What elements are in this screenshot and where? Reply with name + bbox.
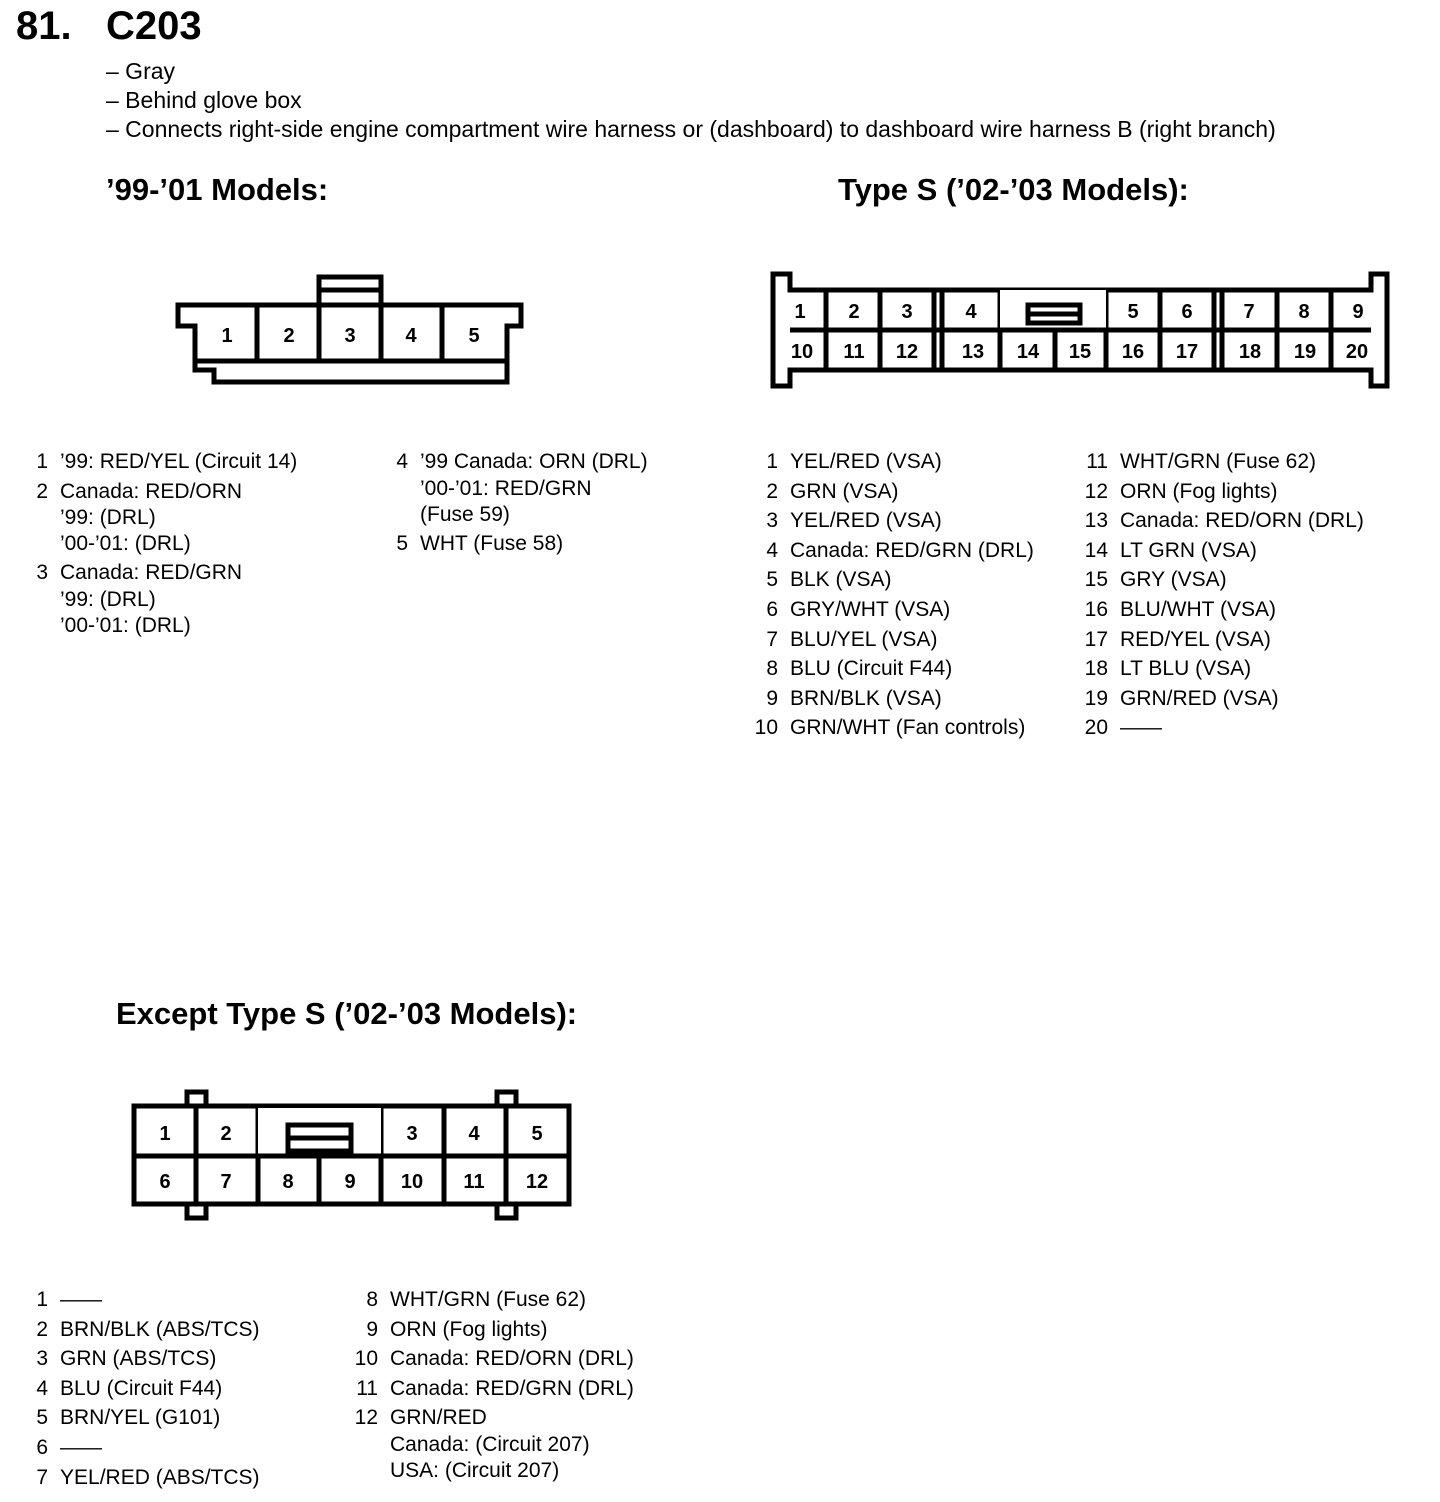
pin-number: 10 (354, 1347, 378, 1371)
pin-description: —— (60, 1436, 102, 1459)
pin-label: 9 (1352, 301, 1364, 323)
pin-number: 1 (36, 1288, 48, 1311)
pin-description-detail: (Fuse 59) (420, 502, 510, 526)
pin-description: BRN/BLK (ABS/TCS) (60, 1317, 260, 1341)
pin-description: Canada: RED/ORN (60, 479, 243, 503)
pin-number: 18 (1084, 657, 1108, 681)
pin-label: 15 (1068, 341, 1092, 363)
pin-number: 17 (1084, 627, 1108, 651)
pin-label: 13 (961, 341, 985, 363)
pin-description: GRN (ABS/TCS) (60, 1347, 217, 1371)
pin-description: BLU/YEL (VSA) (790, 627, 938, 651)
pin-label: 2 (220, 1123, 232, 1145)
pin-number: 5 (36, 1406, 48, 1430)
pin-description-detail: ’99: (DRL) (60, 506, 156, 530)
pin-label: 16 (1121, 341, 1145, 363)
pin-label: 18 (1238, 341, 1262, 363)
pin-description: BLU (Circuit F44) (60, 1376, 223, 1400)
pin-label: 11 (843, 341, 865, 363)
pin-description: ’99 Canada: ORN (DRL) (420, 450, 648, 473)
pin-label: 2 (848, 301, 860, 323)
pin-label: 6 (159, 1171, 171, 1193)
pin-label: 4 (405, 325, 417, 347)
pin-description: LT GRN (VSA) (1120, 538, 1257, 562)
pin-number: 9 (766, 686, 778, 710)
connector-type-s (773, 274, 1387, 386)
pin-label: 12 (525, 1171, 549, 1193)
pin-description: —— (60, 1288, 102, 1311)
pin-number: 3 (766, 509, 778, 533)
pin-label: 8 (282, 1171, 294, 1193)
pin-description: GRY/WHT (VSA) (790, 598, 951, 621)
pin-description: BRN/YEL (G101) (60, 1406, 221, 1430)
pin-description-detail: Canada: (Circuit 207) (390, 1432, 590, 1456)
pin-description: ORN (Fog lights) (1120, 479, 1278, 503)
pin-description: GRN/RED (390, 1406, 487, 1430)
pin-number: 9 (366, 1317, 378, 1341)
connector-except-type-s (134, 1092, 569, 1218)
pin-number: 1 (766, 450, 778, 473)
pin-label: 19 (1293, 341, 1317, 363)
pin-description-detail: USA: (Circuit 207) (390, 1458, 560, 1482)
pin-label: 5 (468, 325, 480, 347)
pin-label: 8 (1298, 301, 1310, 323)
connector-title: C203 (106, 4, 202, 48)
pin-number: 3 (36, 1347, 48, 1371)
pin-description: YEL/RED (ABS/TCS) (60, 1465, 260, 1489)
pin-number: 16 (1084, 598, 1108, 621)
pin-number: 3 (36, 561, 48, 585)
pin-description: GRN/RED (VSA) (1120, 686, 1279, 710)
pin-label: 14 (1016, 341, 1040, 363)
pin-number: 6 (766, 598, 778, 621)
pin-label: 3 (344, 325, 356, 347)
pin-label: 10 (400, 1171, 424, 1193)
pin-number: 4 (766, 538, 778, 562)
pin-label: 7 (1243, 301, 1255, 323)
pin-number: 12 (1084, 479, 1108, 503)
pin-description: BLU/WHT (VSA) (1120, 598, 1276, 621)
pin-label: 3 (901, 301, 913, 323)
pin-description: WHT/GRN (Fuse 62) (390, 1288, 587, 1311)
pin-number: 2 (36, 1317, 48, 1341)
pin-number: 14 (1084, 538, 1108, 562)
pin-description: GRN (VSA) (790, 479, 899, 503)
pin-number: 2 (36, 479, 48, 503)
pin-number: 15 (1084, 568, 1108, 592)
pin-description: YEL/RED (VSA) (790, 450, 942, 473)
pin-description: —— (1120, 716, 1162, 740)
pin-label: 1 (159, 1123, 171, 1145)
pin-number: 7 (36, 1465, 48, 1489)
pin-description: WHT/GRN (Fuse 62) (1120, 450, 1317, 473)
pin-description: LT BLU (VSA) (1120, 657, 1252, 681)
pin-description: BRN/BLK (VSA) (790, 686, 942, 710)
pin-description-detail: ’99: (DRL) (60, 587, 156, 611)
pin-description-detail: ’00-’01: (DRL) (60, 613, 191, 637)
pin-label: 9 (344, 1171, 356, 1193)
pin-number: 4 (36, 1376, 48, 1400)
pin-description: ’99: RED/YEL (Circuit 14) (60, 450, 298, 473)
pin-description: GRN/WHT (Fan controls) (790, 716, 1026, 740)
pin-label: 6 (1181, 301, 1193, 323)
pin-description: Canada: RED/GRN (60, 561, 243, 585)
pin-description: GRY (VSA) (1120, 568, 1227, 592)
pin-label: 3 (406, 1123, 418, 1145)
pin-number: 19 (1084, 686, 1108, 710)
pin-number: 1 (36, 450, 48, 473)
pin-description: WHT (Fuse 58) (420, 531, 564, 555)
pin-number: 8 (766, 657, 778, 681)
pin-label: 5 (1127, 301, 1139, 323)
pin-description: BLK (VSA) (790, 568, 892, 592)
pin-label: 4 (468, 1123, 480, 1145)
pin-number: 2 (766, 479, 778, 503)
pin-label: 1 (794, 301, 806, 323)
pin-description-detail: ’00-’01: (DRL) (60, 532, 191, 556)
pin-number: 10 (754, 716, 778, 740)
pin-label: 12 (895, 341, 919, 363)
pin-label: 4 (965, 301, 977, 323)
pin-number: 13 (1084, 509, 1108, 533)
section-title-type-s: Type S (’02-’03 Models): (838, 172, 1189, 207)
pin-description: YEL/RED (VSA) (790, 509, 942, 533)
pin-description: Canada: RED/GRN (DRL) (390, 1376, 634, 1400)
pin-number: 8 (366, 1288, 378, 1311)
section-title-except-type-s: Except Type S (’02-’03 Models): (116, 996, 578, 1031)
pin-number: 11 (1086, 450, 1108, 473)
pin-label: 7 (220, 1171, 232, 1193)
pin-label: 5 (531, 1123, 543, 1145)
pin-description: ORN (Fog lights) (390, 1317, 548, 1341)
pin-label: 10 (790, 341, 814, 363)
connection-note: – Connects right-side engine compartment wire harness or (dashboard) to dashboard wire harness B (right branch) (106, 116, 1276, 142)
pin-number: 6 (36, 1436, 48, 1459)
pin-description-detail: ’00-’01: RED/GRN (420, 476, 592, 500)
pin-description: Canada: RED/ORN (DRL) (390, 1347, 634, 1371)
diagram-number: 81. (16, 4, 72, 48)
pin-label: 11 (463, 1171, 485, 1193)
location-note: – Behind glove box (106, 87, 302, 113)
pin-description: Canada: RED/ORN (DRL) (1120, 509, 1364, 533)
pin-number: 7 (766, 627, 778, 651)
pin-number: 11 (356, 1376, 378, 1400)
pin-number: 4 (396, 450, 408, 473)
pin-number: 20 (1084, 716, 1108, 740)
section-title-99-01: ’99-’01 Models: (106, 172, 329, 207)
pin-number: 12 (354, 1406, 378, 1430)
pin-label: 2 (283, 325, 295, 347)
pin-label: 20 (1345, 341, 1369, 363)
color-note: – Gray (106, 58, 176, 84)
pin-number: 5 (766, 568, 778, 592)
pin-description: BLU (Circuit F44) (790, 657, 953, 681)
pin-number: 5 (396, 531, 408, 555)
pin-label: 1 (221, 325, 233, 347)
pin-label: 17 (1175, 341, 1199, 363)
pin-description: RED/YEL (VSA) (1120, 627, 1271, 651)
pin-description: Canada: RED/GRN (DRL) (790, 538, 1034, 562)
